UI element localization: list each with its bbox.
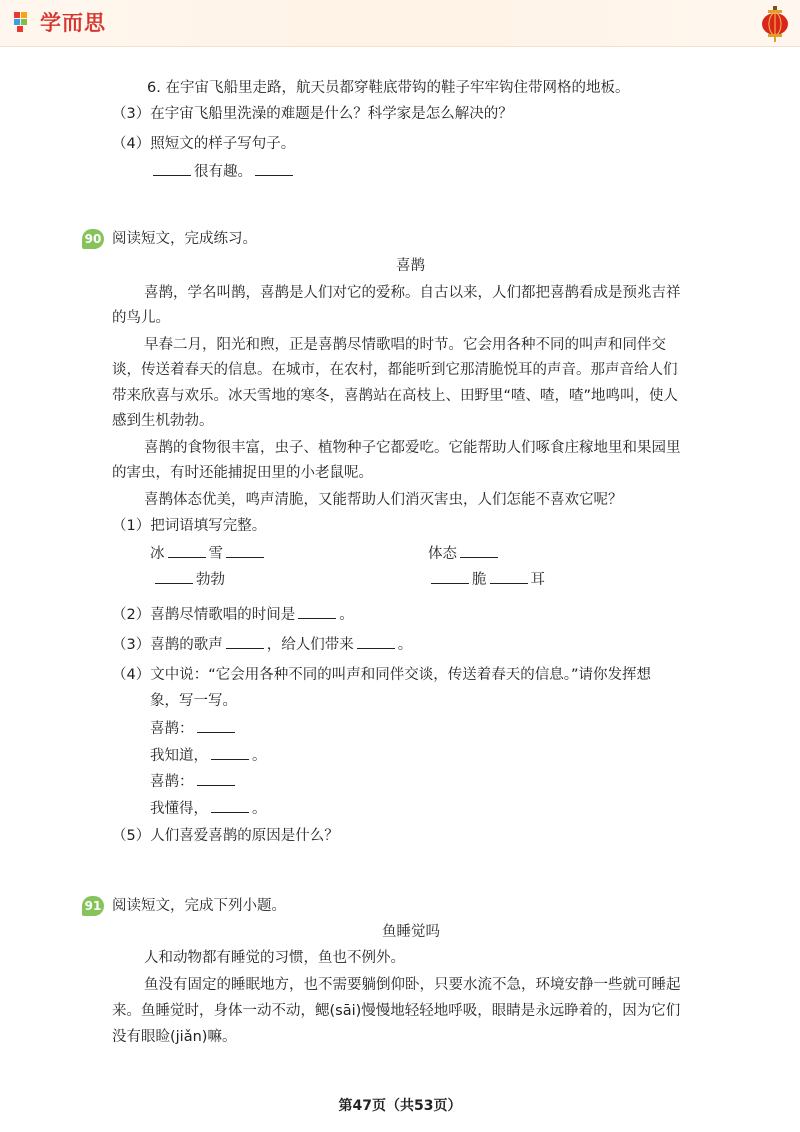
q90-dialog-1: 喜鹊： — [150, 719, 238, 739]
q90-sub-1-row-a: 冰 雪 — [150, 544, 267, 564]
q90-sub-1-row-b: 体态 — [428, 544, 501, 564]
q90-paragraph-2: 带来欣喜与欢乐。冰天雪地的寒冬，喜鹊站在高枝上、田野里“喳、喳，喳”地鸣叫，使人 — [112, 388, 679, 404]
q91-paragraph-2: 没有眼睑(jiǎn)嘛。 — [112, 1029, 237, 1045]
q90-dialog-3: 喜鹊： — [150, 772, 238, 792]
page-number: 第47页（共53页） — [338, 1098, 462, 1114]
prev-question-4: （4）照短文的样子写句子。 — [112, 136, 296, 152]
q90-paragraph-2: 早春二月，阳光和煦，正是喜鹊尽情歌唱的时节。它会用各种不同的叫声和同伴交 — [144, 337, 666, 353]
q90-dialog-4: 我懂得， 。 — [150, 801, 267, 817]
question-number-badge: 90 — [82, 229, 104, 249]
answer-blank[interactable] — [197, 720, 235, 733]
logo-icon — [12, 10, 36, 34]
answer-blank[interactable] — [211, 747, 249, 760]
answer-blank[interactable] — [431, 571, 469, 584]
answer-blank[interactable] — [490, 571, 528, 584]
q90-paragraph-2: 感到生机勃勃。 — [112, 413, 214, 429]
brand-logo — [12, 6, 106, 38]
answer-blank[interactable] — [153, 163, 191, 176]
q90-dialog-2: 我知道， 。 — [150, 748, 267, 764]
answer-blank[interactable] — [298, 606, 336, 619]
answer-blank[interactable] — [357, 636, 395, 649]
answer-blank[interactable] — [226, 636, 264, 649]
q90-paragraph-1: 的鸟儿。 — [112, 310, 170, 326]
q91-instruction: 阅读短文，完成下列小题。 — [112, 898, 286, 914]
answer-blank[interactable] — [168, 545, 206, 558]
q90-instruction: 阅读短文，完成练习。 — [112, 231, 257, 247]
answer-blank[interactable] — [255, 163, 293, 176]
q91-passage-title: 鱼睡觉吗 — [382, 924, 440, 940]
prev-q4-fill-line: 很有趣。 — [150, 162, 296, 182]
prev-question-3: （3）在宇宙飞船里洗澡的难题是什么？科学家是怎么解决的？ — [112, 106, 513, 122]
answer-blank[interactable] — [197, 773, 235, 786]
prev-item-6: 6. 在宇宙飞船里走路，航天员都穿鞋底带钩的鞋子牢牢钩住带网格的地板。 — [147, 80, 630, 96]
q90-sub-1-row-d: 脆 耳 — [428, 570, 545, 590]
answer-blank[interactable] — [460, 545, 498, 558]
q90-passage-title: 喜鹊 — [396, 258, 425, 274]
q91-paragraph-1: 人和动物都有睡觉的习惯，鱼也不例外。 — [144, 950, 405, 966]
q91-paragraph-2: 鱼没有固定的睡眠地方，也不需要躺倒仰卧，只要水流不急，环境安静一些就可睡起 — [144, 977, 681, 993]
q90-sub-4: 象，写一写。 — [150, 693, 237, 709]
q90-paragraph-3: 喜鹊的食物很丰富，虫子、植物种子它都爱吃。它能帮助人们啄食庄稼地里和果园里 — [144, 440, 681, 456]
answer-blank[interactable] — [155, 571, 193, 584]
q90-sub-1: （1）把词语填写完整。 — [112, 518, 267, 534]
answer-blank[interactable] — [211, 800, 249, 813]
question-number-badge: 91 — [82, 896, 104, 916]
answer-blank[interactable] — [226, 545, 264, 558]
brand-name: 学而思 — [40, 11, 106, 35]
q90-sub-1-row-c: 勃勃 — [152, 570, 225, 590]
q90-paragraph-4: 喜鹊体态优美，鸣声清脆，又能帮助人们消灭害虫，人们怎能不喜欢它呢？ — [144, 492, 623, 508]
q90-paragraph-2: 谈，传送着春天的信息。在城市，在农村，都能听到它那清脆悦耳的声音。那声音给人们 — [112, 362, 678, 378]
q91-paragraph-2: 来。鱼睡觉时，身体一动不动，鳃(sāi)慢慢地轻轻地呼吸，眼睛是永远睁着的，因为它们 — [112, 1003, 681, 1019]
q90-sub-2: （2）喜鹊尽情歌唱的时间是 。 — [112, 607, 354, 623]
q90-sub-4: （4）文中说：“它会用各种不同的叫声和同伴交谈，传送着春天的信息。”请你发挥想 — [112, 667, 651, 683]
q90-paragraph-3: 的害虫，有时还能捕捉田里的小老鼠呢。 — [112, 465, 373, 481]
q90-paragraph-1: 喜鹊，学名叫鹊，喜鹊是人们对它的爱称。自古以来，人们都把喜鹊看成是预兆吉祥 — [144, 285, 681, 301]
q90-sub-5: （5）人们喜爱喜鹊的原因是什么？ — [112, 828, 339, 844]
header-bar — [0, 0, 800, 47]
lantern-icon — [760, 6, 790, 42]
q90-sub-3: （3）喜鹊的歌声 ，给人们带来 。 — [112, 637, 413, 653]
